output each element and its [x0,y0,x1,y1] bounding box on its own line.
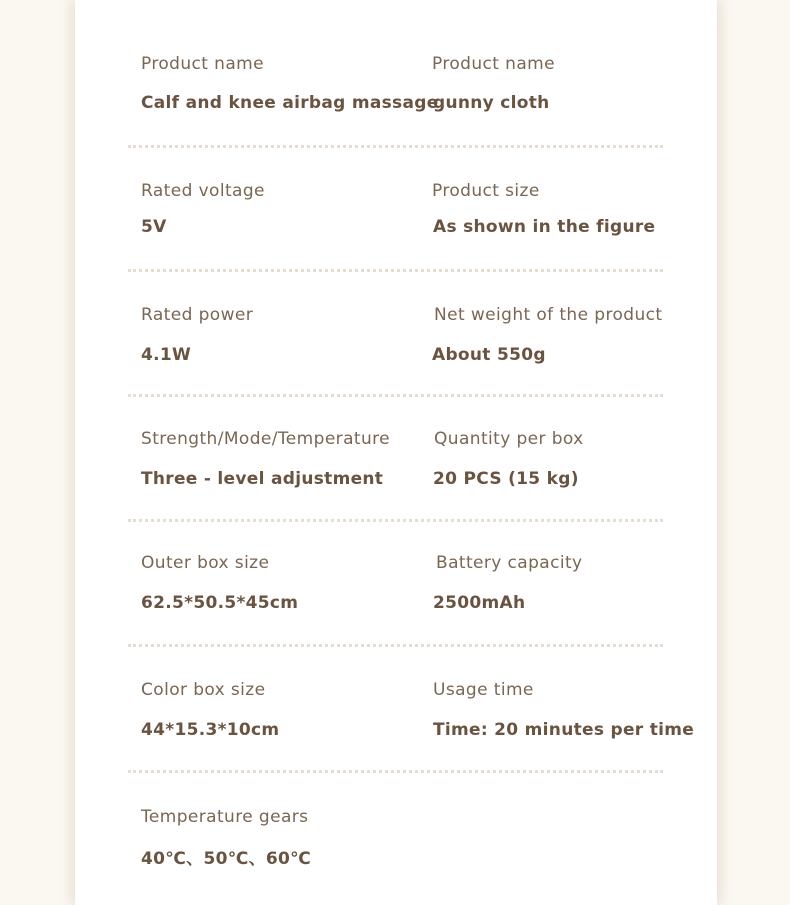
spec-label: Product size [432,181,540,201]
spec-value: 40℃、50℃、60℃ [141,849,312,869]
row-divider [128,269,663,272]
spec-label: Quantity per box [434,429,584,449]
spec-label: Color box size [141,680,266,700]
spec-label: Strength/Mode/Temperature [141,429,390,449]
spec-value: 44*15.3*10cm [141,720,280,740]
spec-value: 5V [141,217,167,237]
spec-value: 62.5*50.5*45cm [141,593,299,613]
spec-value: 20 PCS (15 kg) [433,469,579,489]
spec-label: Rated power [141,305,254,325]
row-divider [128,519,663,522]
spec-value: About 550g [432,345,546,365]
spec-value: Calf and knee airbag massage [141,93,439,113]
spec-value: As shown in the figure [433,217,656,237]
spec-value: 4.1W [141,345,192,365]
spec-value: Three - level adjustment [141,469,384,489]
spec-label: Battery capacity [436,553,583,573]
spec-card [75,0,717,905]
spec-value: 2500mAh [433,593,526,613]
spec-value: gunny cloth [433,93,550,113]
spec-label: Net weight of the product [434,305,663,325]
spec-label: Outer box size [141,553,270,573]
spec-label: Product name [432,54,555,74]
spec-label: Temperature gears [141,807,309,827]
spec-label: Rated voltage [141,181,265,201]
row-divider [128,770,663,773]
row-divider [128,145,663,148]
spec-label: Product name [141,54,264,74]
row-divider [128,644,663,647]
row-divider [128,394,663,397]
spec-label: Usage time [433,680,534,700]
spec-value: Time: 20 minutes per time [433,720,695,740]
